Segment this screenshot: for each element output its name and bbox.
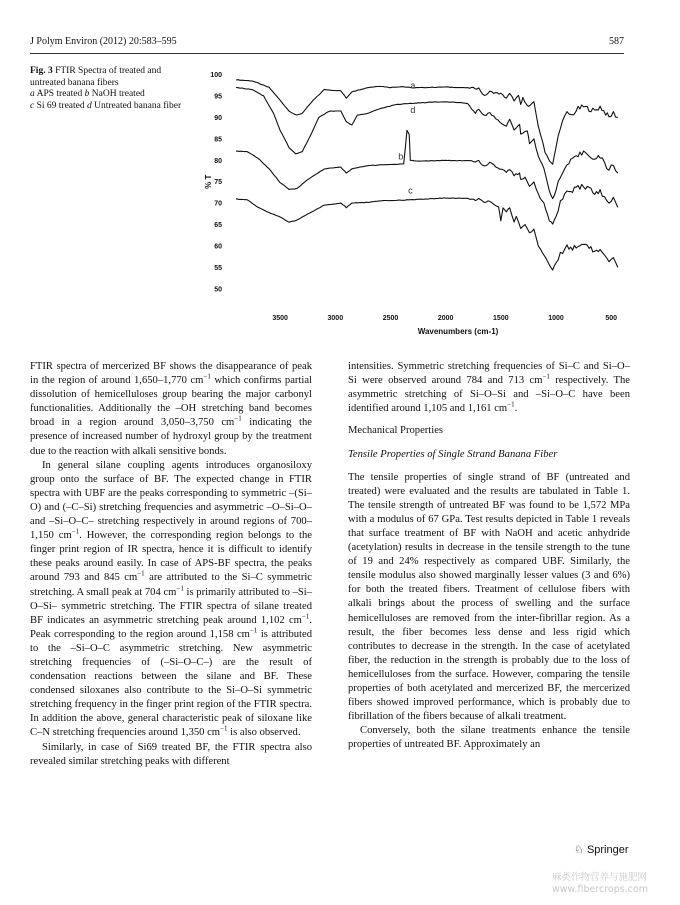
body-paragraph (30, 360, 312, 459)
y-tick-label: 90 (214, 114, 222, 122)
series-label-d: d (410, 105, 416, 116)
x-tick-label: 1000 (548, 315, 564, 322)
body-paragraph (30, 741, 312, 769)
paragraph-text: Similarly, in case of Si69 treated BF, the FTIR spectra also revealed similar stretching peaks with different (30, 741, 312, 767)
journal-citation: J Polym Environ (2012) 20:583–595 (30, 36, 177, 47)
x-tick-label: 1500 (493, 315, 509, 322)
paragraph-text: intensities. Symmetric stretching frequencies of Si–C and Si–O–Si were observed around 784 and 713 $cm^{-1}$ respectively. The asymmetric stretching of Si–O–Si and –Si–O–C have been identified around 1,105 and 1,161 $cm^{-1}$. (348, 361, 630, 415)
paragraph-text: FTIR spectra of mercerized BF shows the disappearance of peak in the region of around 1,650–1,770 $cm^{-1}$ which confirms partial dissolution of hemicelluloses group bearing the major carbonyl functionalities. Additionally the –OH stretching band becomes broad in a region around 3,050–3,750 $cm^{-1}$ indicating the presence of increased number of hydroxyl group by the treatment due to the reaction with alkali sensitive bonds. (30, 361, 312, 457)
figure-caption-text: FTIR Spectra of treated and untreated banana fibers (30, 66, 162, 88)
series-label-b: b (398, 151, 404, 162)
caption-legend-a: a (30, 89, 35, 99)
page-number: 587 (609, 36, 624, 47)
watermark-line-1: 麻类作物营养与施肥网 (552, 872, 648, 883)
figure-caption (30, 66, 190, 112)
springer-horse-icon: ♘ (574, 844, 584, 856)
caption-legend-d-text: Untreated banana fiber (94, 100, 182, 111)
right-column (348, 360, 630, 752)
caption-legend-b: b (84, 89, 90, 99)
y-tick-label: 60 (214, 243, 222, 251)
body-paragraph (30, 459, 312, 741)
series-label-a: a (410, 80, 416, 91)
y-tick-label: 65 (214, 222, 222, 230)
series-line-c (236, 198, 618, 270)
y-tick-label: 75 (214, 179, 222, 187)
subsection-heading: Tensile Properties of Single Strand Banana Fiber (348, 449, 558, 461)
series-label-c: c (408, 185, 413, 196)
y-tick-label: 95 (214, 93, 222, 101)
x-tick-label: 2500 (382, 315, 399, 322)
header-rule (30, 53, 624, 54)
caption-legend-a-text: APS treated (36, 89, 83, 99)
caption-legend-d: d (86, 100, 92, 111)
y-tick-label: 85 (214, 136, 222, 144)
watermark-line-2: www.fibercrops.com (552, 884, 649, 895)
paragraph-text: In general silane coupling agents introduces organosiloxy group onto the surface of BF. The expected change in FTIR spectra with UBF are the peaks corresponding to symmetric –(Si–O) and (–C–Si) stretching frequencies and asymmetric –O–Si–O– and –Si–O–C– stretching respectively in around regions of 700–1,150 $cm^{-1}$. However, the corresponding region belongs to the finger print region of IR spectra, hence it is difficult to identify these peaks around easily. In case of APS-BF spectra, the peaks around 793 and 845 $cm^{-1}$ are attributed to the Si–C symmetric stretching. A small peak at 704 $cm^{-1}$ is primarily attributed to –Si–O–Si– symmetric stretching. The FTIR spectra of silane treated BF indicates an asymmetric stretching peak around 1,102 $cm^{-1}$. Peak corresponding to the region around 1,158 $cm^{-1}$ is attributed to the –Si–O–C asymmetric stretching. New asymmetric stretching frequencies of (–Si–O–C–) are the result of condensation reactions between the silane and BF. These condensed siloxanes also contribute to the Si–O–Si symmetric stretching frequency in the finger print region of the FTIR spectra. In addition the above, general characteristic peak of siloxane like C–N stretching frequencies around 1,350 $cm^{-1}$ is also observed. (30, 459, 312, 739)
y-tick-label: 80 (214, 157, 222, 165)
paragraph-text: Conversely, both the silane treatments enhance the tensile properties of untreated BF. Approximately an (348, 725, 630, 751)
y-tick-label: 100 (210, 72, 222, 80)
publisher-name: Springer (586, 844, 629, 856)
caption-legend-c: c (30, 100, 35, 111)
x-tick-label: 2000 (437, 315, 454, 322)
x-tick-label: 500 (605, 315, 618, 322)
x-tick-label: 3000 (327, 315, 344, 322)
body-paragraph (348, 471, 630, 725)
caption-legend-c-text: Si 69 treated (36, 100, 85, 111)
ftir-figure (196, 62, 630, 342)
left-column (30, 360, 312, 769)
section-heading: Mechanical Properties (348, 425, 444, 437)
series-line-d (236, 87, 618, 198)
springer-logo (574, 843, 629, 856)
caption-legend-b-text: NaOH treated (91, 89, 145, 99)
y-axis-label: % T (204, 174, 213, 189)
site-watermark (552, 872, 648, 896)
y-tick-label: 70 (214, 200, 222, 208)
y-tick-label: 55 (214, 264, 222, 272)
paragraph-text: The tensile properties of single strand of BF (untreated and treated) were evaluated and the results are tabulated in Table 1. The tensile strength of untreated BF was found to be 1,572 MPa with a modulus of 67 GPa. Test results depicted in Table 1 reveals that surface treatment of BF with NaOH and acetic anhydride (acetylation) results in decrease in the tensile strength to the tune of 19 and 24% respectively as compared UBF. Similarly, the tensile modulus also showed marginally lesser values (3 and 6%) for both the treated fibers. Treatment of cellulose fibers with alkali brings about the process of swelling and the surface hemicelluloses are removed from the inter-fibrillar region. As a result, the fiber becomes less dense and less rigid which contributes to decrease in the strength. In the case of acetylated fiber, the reduction in the strength is probably due to the loss of hemicelluloses from the surface. However, comparing the tensile properties of both acetylated and mercerized BF, the mercerized fibers showed improved performance, which is probably due to fibrillation of the fibers because of alkali treatment. (348, 471, 630, 723)
running-header (30, 36, 624, 52)
y-tick-label: 50 (214, 286, 222, 294)
figure-label: Fig. 3 (30, 66, 53, 76)
chart-series-layer (236, 80, 618, 270)
ftir-chart (196, 62, 630, 342)
x-axis-label: Wavenumbers (cm-1) (417, 327, 499, 336)
body-paragraph (348, 724, 630, 752)
x-tick-label: 3500 (272, 315, 288, 322)
body-paragraph (348, 360, 630, 416)
